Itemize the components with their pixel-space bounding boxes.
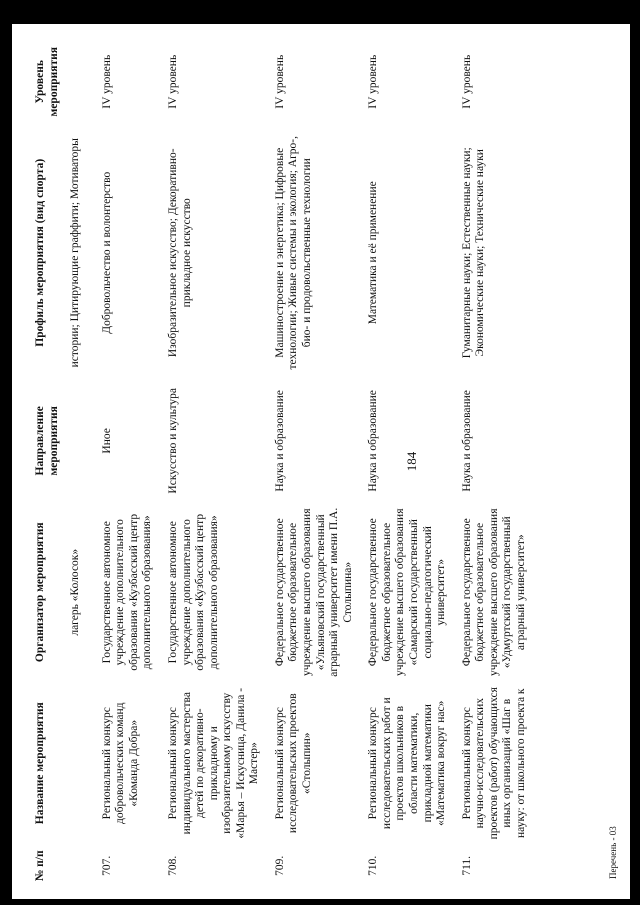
- cell-num: 708.: [166, 855, 179, 876]
- cell-direction: Наука и образование: [367, 390, 380, 492]
- table-row: [101, 39, 167, 889]
- cell-level: [69, 39, 101, 125]
- cell-num: 711.: [460, 855, 473, 876]
- cell-level: IV уровень: [273, 54, 286, 109]
- rotated-content: [12, 24, 630, 899]
- cell-name: Региональный конкурс научно-исследовательских проектов (работ) обучающихся иных организаций «Шаг в науку: от школьного проекта к: [460, 687, 527, 840]
- header-name: Название мероприятия: [34, 702, 46, 825]
- table-row: [367, 39, 460, 889]
- header-direction: Направление мероприятия: [34, 406, 60, 476]
- header-organizer: Организатор мероприятия: [34, 522, 46, 663]
- page-number: 184: [404, 451, 419, 472]
- table-row: [69, 39, 101, 889]
- cell-direction: Искусство и культура: [166, 388, 179, 494]
- cell-direction: [69, 381, 101, 501]
- header-profile: Профиль мероприятия (вид спорта): [34, 158, 46, 347]
- table-row: [274, 39, 367, 889]
- cell-level: IV уровень: [166, 54, 179, 109]
- cell-level: IV уровень: [460, 54, 473, 109]
- header-level: Уровень мероприятия: [34, 47, 60, 117]
- cell-organizer: Федеральное государственное бюджетное образовательное учреждение высшего образования «Ульяновский государственный аграрный университет имени П.А. Столыпина»: [273, 507, 354, 677]
- cell-profile: Математика и её применение: [367, 181, 380, 325]
- cell-level: IV уровень: [367, 54, 380, 109]
- cell-profile: Добровольчество и волонтерство: [100, 171, 113, 334]
- table-row: [461, 39, 541, 889]
- header-num: № п/п: [34, 850, 46, 882]
- cell-organizer: Федеральное государственное бюджетное образовательное учреждение высшего образования «Удмуртский государственный аграрный университет»: [460, 508, 527, 677]
- cell-profile: Изобразительное искусство; Декоративно-прикладное искусство: [166, 148, 193, 358]
- cell-name: Региональный конкурс добровольческих команд «Команда Добра»: [100, 702, 140, 824]
- cell-direction: Иное: [100, 428, 113, 454]
- events-table: [34, 39, 540, 889]
- cell-num: 709.: [273, 855, 286, 876]
- cell-organizer: Государственное автономное учреждение дополнительного образования «Кузбасский центр дополнительного образования»: [166, 513, 220, 671]
- cell-name: Региональный конкурс исследовательских проектов «Столыпин»: [273, 693, 313, 834]
- cell-num: 707.: [100, 855, 113, 876]
- cell-name: [69, 684, 101, 843]
- table-row: [167, 39, 274, 889]
- document-page: [12, 24, 630, 899]
- cell-profile: истории; Цитирующие граффити; Мотиваторы: [69, 138, 82, 368]
- cell-name: Региональный конкурс исследовательских работ и проектов школьников в области математики, прикладной математики «Математика вокруг нас»: [367, 697, 448, 830]
- cell-organizer: лагерь «Колосок»: [69, 548, 82, 636]
- cell-organizer: Государственное автономное учреждение дополнительного образования «Кузбасский центр дополнительного образования»: [100, 513, 154, 671]
- cell-name: Региональный конкурс индивидуального мастерства детей по декоративно-прикладному и изобразительному искусству «Марья – Искусница, Данила - Мастер»: [166, 687, 261, 839]
- cell-num: 710.: [367, 855, 380, 876]
- table-header-row: [34, 39, 69, 889]
- cell-level: IV уровень: [100, 54, 113, 109]
- cell-organizer: Федеральное государственное бюджетное образовательное учреждение высшего образования «Самарский государственный социально-педагогический университет»: [367, 508, 448, 677]
- cell-direction: Наука и образование: [460, 390, 473, 492]
- footer-code: Перечень - 03: [608, 826, 618, 879]
- cell-profile: Машиностроение и энергетика; Цифровые технологии; Живые системы и экология; Агро-, био- и продовольственные технологии: [273, 135, 313, 370]
- cell-num: [69, 843, 101, 889]
- cell-direction: Наука и образование: [273, 390, 286, 492]
- cell-profile: Гуманитарные науки; Естественные науки; Экономические науки; Технические науки: [460, 147, 487, 359]
